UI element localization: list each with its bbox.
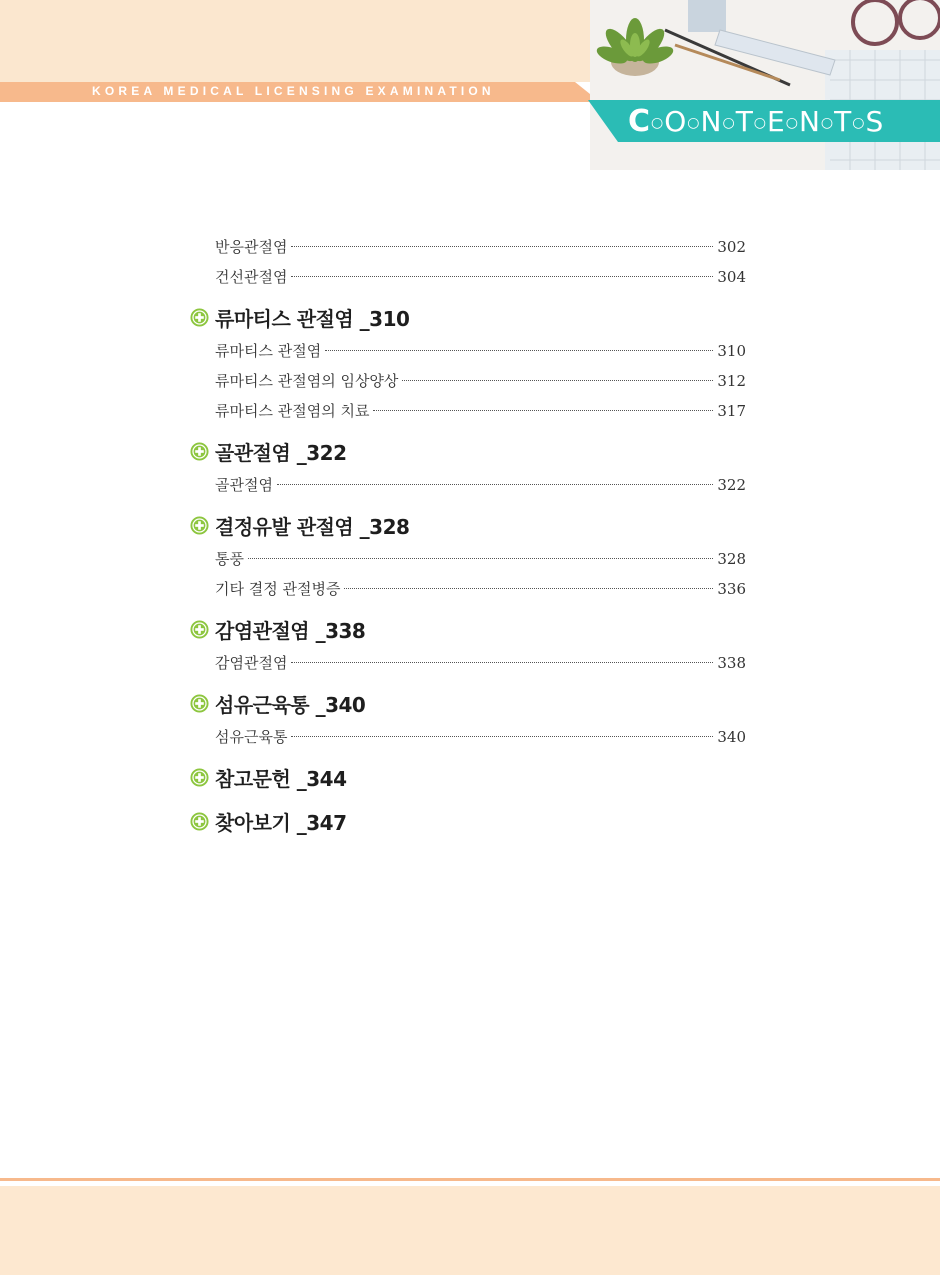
toc-entry-label: 통풍 [215, 550, 244, 568]
toc-entry-label: 류마티스 관절염 [215, 342, 322, 360]
toc-section-title: 골관절염 _322 [215, 440, 347, 465]
contents-letter: N [798, 105, 820, 138]
toc-section-title: 섬유근육통 _340 [215, 692, 366, 717]
toc-section-heading[interactable] [190, 758, 746, 796]
toc-section-title: 결정유발 관절염 _328 [215, 514, 410, 539]
toc-entry-label: 반응관절염 [215, 238, 288, 256]
toc-entry-label: 감염관절염 [215, 654, 288, 672]
contents-dot-icon: ○ [820, 115, 834, 131]
toc-entry[interactable] [190, 544, 746, 574]
toc-entry-page: 322 [717, 476, 746, 494]
series-title: KOREA MEDICAL LICENSING EXAMINATION [92, 84, 495, 98]
toc-entry-page: 336 [717, 580, 746, 598]
dot-leader [402, 380, 713, 381]
plus-circle-icon [190, 694, 209, 713]
toc-entry-page: 317 [717, 402, 746, 420]
contents-letter: C [628, 104, 651, 139]
toc-entry-page: 304 [717, 268, 746, 286]
toc-section-heading[interactable] [190, 610, 746, 648]
footer-band [0, 1186, 940, 1275]
toc-entry-page: 302 [717, 238, 746, 256]
toc-entry[interactable] [190, 396, 746, 426]
plus-circle-icon [190, 812, 209, 831]
toc-entry-label: 류마티스 관절염의 치료 [215, 402, 370, 420]
dot-leader [277, 484, 713, 485]
toc-entry-label: 류마티스 관절염의 임상양상 [215, 372, 399, 390]
toc-entry-page: 310 [717, 342, 746, 360]
toc-entry[interactable] [190, 470, 746, 500]
desk-photo [590, 0, 940, 170]
toc-section-title: 류마티스 관절염 _310 [215, 306, 410, 331]
table-of-contents [190, 232, 746, 840]
toc-entry[interactable] [190, 336, 746, 366]
contents-title [628, 104, 883, 139]
toc-section-heading[interactable] [190, 298, 746, 336]
toc-section-heading[interactable] [190, 802, 746, 840]
toc-entry-page: 312 [717, 372, 746, 390]
dot-leader [373, 410, 713, 411]
contents-dot-icon: ○ [753, 115, 767, 131]
contents-letter: S [865, 105, 884, 138]
toc-entry-page: 338 [717, 654, 746, 672]
contents-dot-icon: ○ [785, 115, 798, 131]
contents-dot-icon: ○ [651, 115, 664, 131]
toc-section-heading[interactable] [190, 684, 746, 722]
dot-leader [248, 558, 713, 559]
toc-entry-page: 328 [717, 550, 746, 568]
plus-circle-icon [190, 308, 209, 327]
plus-circle-icon [190, 620, 209, 639]
contents-letter: N [700, 105, 722, 138]
contents-letter: O [664, 105, 687, 138]
toc-entry[interactable] [190, 232, 746, 262]
toc-entry-label: 건선관절염 [215, 268, 288, 286]
toc-entry[interactable] [190, 366, 746, 396]
contents-dot-icon: ○ [722, 115, 735, 131]
toc-section-heading[interactable] [190, 506, 746, 544]
contents-dot-icon: ○ [852, 115, 865, 131]
contents-letter: E [767, 105, 785, 138]
toc-entry[interactable] [190, 262, 746, 292]
toc-section-title: 감염관절염 _338 [215, 618, 366, 643]
toc-entry-label: 골관절염 [215, 476, 273, 494]
dot-leader [344, 588, 713, 589]
dot-leader [291, 246, 713, 247]
dot-leader [291, 276, 713, 277]
footer-line [0, 1178, 940, 1181]
contents-dot-icon: ○ [687, 115, 700, 131]
dot-leader [291, 662, 713, 663]
dot-leader [291, 736, 713, 737]
toc-entry[interactable] [190, 722, 746, 752]
contents-letter: T [834, 105, 852, 138]
contents-letter: T [735, 105, 753, 138]
toc-section-title: 찾아보기 _347 [215, 810, 347, 835]
plus-circle-icon [190, 768, 209, 787]
toc-entry[interactable] [190, 648, 746, 678]
toc-section-title: 참고문헌 _344 [215, 766, 347, 791]
toc-entry-page: 340 [717, 728, 746, 746]
toc-entry[interactable] [190, 574, 746, 604]
toc-entry-label: 기타 결정 관절병증 [215, 580, 341, 598]
plus-circle-icon [190, 442, 209, 461]
toc-entry-label: 섬유근육통 [215, 728, 288, 746]
plus-circle-icon [190, 516, 209, 535]
dot-leader [325, 350, 713, 351]
toc-section-heading[interactable] [190, 432, 746, 470]
